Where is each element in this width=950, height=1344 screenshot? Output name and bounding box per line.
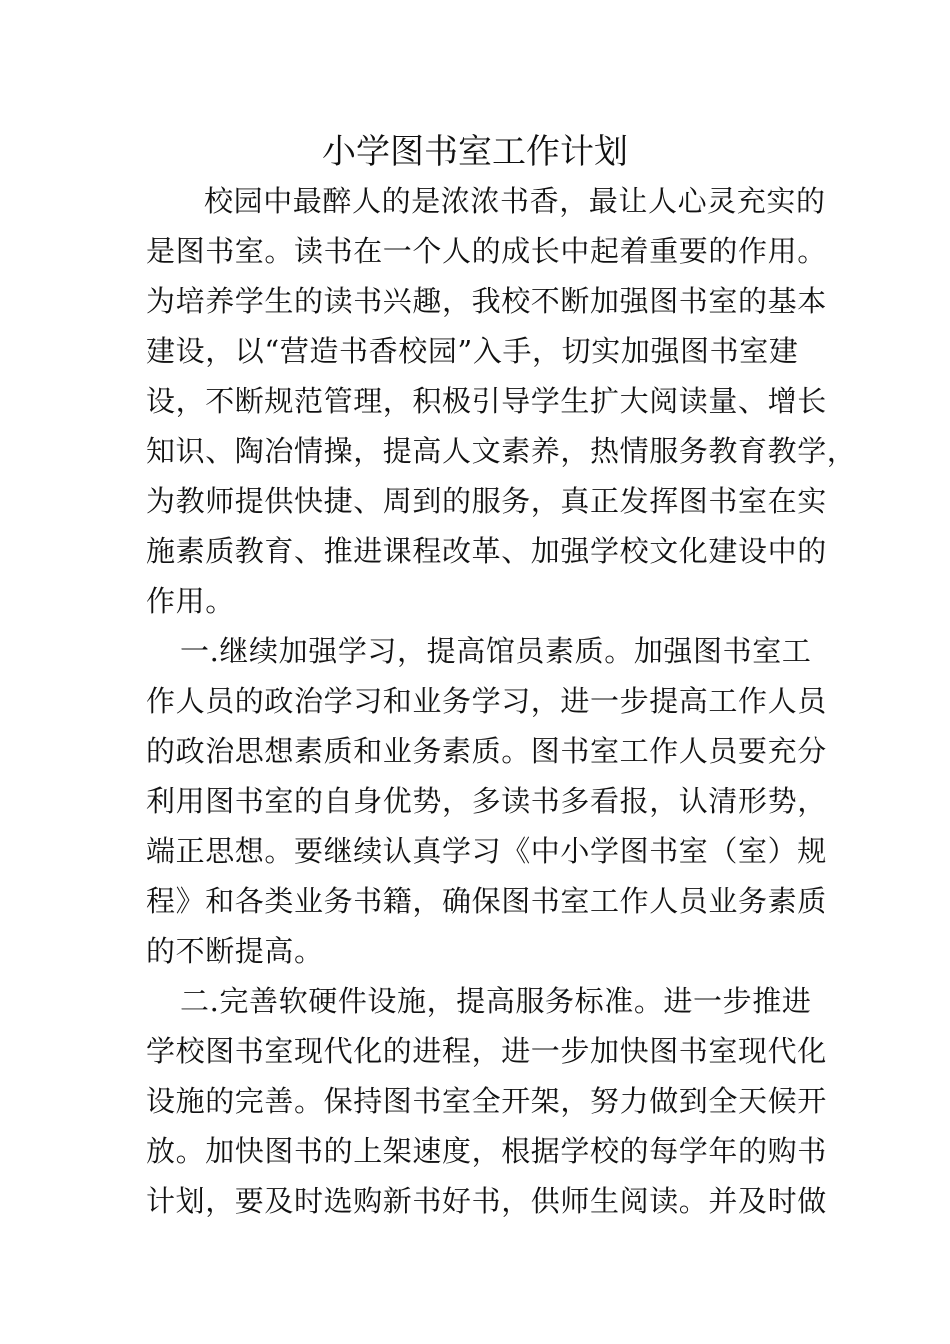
paragraph-line: 施素质教育、推进课程改革、加强学校文化建设中的 — [146, 534, 827, 568]
paragraph-line: 为培养学生的读书兴趣，我校不断加强图书室的基本 — [146, 284, 827, 318]
paragraph-line: 知识、陶冶情操，提高人文素养，热情服务教育教学， — [146, 434, 857, 468]
paragraph-line: 设施的完善。保持图书室全开架，努力做到全天候开 — [146, 1084, 827, 1118]
paragraph-line: 程》和各类业务书籍，确保图书室工作人员业务素质 — [146, 884, 827, 918]
paragraph-line: 的不断提高。 — [146, 934, 324, 968]
paragraph-line: 设，不断规范管理，积极引导学生扩大阅读量、增长 — [146, 384, 827, 418]
paragraph-line: 建设，以“营造书香校园”入手，切实加强图书室建 — [146, 334, 799, 368]
document-title: 小学图书室工作计划 — [322, 132, 628, 172]
paragraph-line: 端正思想。要继续认真学习《中小学图书室（室）规 — [146, 834, 827, 868]
paragraph-line: 的政治思想素质和业务素质。图书室工作人员要充分 — [146, 734, 827, 768]
section-heading-line: 二.完善软硬件设施，提高服务标准。进一步推进 — [180, 984, 812, 1018]
document-body — [146, 176, 857, 1226]
paragraph-line: 计划，要及时选购新书好书，供师生阅读。并及时做 — [146, 1184, 827, 1218]
paragraph-line: 是图书室。读书在一个人的成长中起着重要的作用。 — [146, 234, 827, 268]
paragraph-line: 放。加快图书的上架速度，根据学校的每学年的购书 — [146, 1134, 827, 1168]
paragraph-line: 作用。 — [146, 584, 235, 618]
section-heading-line: 一.继续加强学习，提高馆员素质。加强图书室工 — [180, 634, 812, 668]
paragraph-line: 学校图书室现代化的进程，进一步加快图书室现代化 — [146, 1034, 827, 1068]
paragraph-line: 为教师提供快捷、周到的服务，真正发挥图书室在实 — [146, 484, 827, 518]
paragraph-line: 利用图书室的自身优势，多读书多看报，认清形势， — [146, 784, 827, 818]
paragraph-line: 校园中最醉人的是浓浓书香，最让人心灵充实的 — [204, 184, 826, 218]
paragraph-line: 作人员的政治学习和业务学习，进一步提高工作人员 — [146, 684, 827, 718]
